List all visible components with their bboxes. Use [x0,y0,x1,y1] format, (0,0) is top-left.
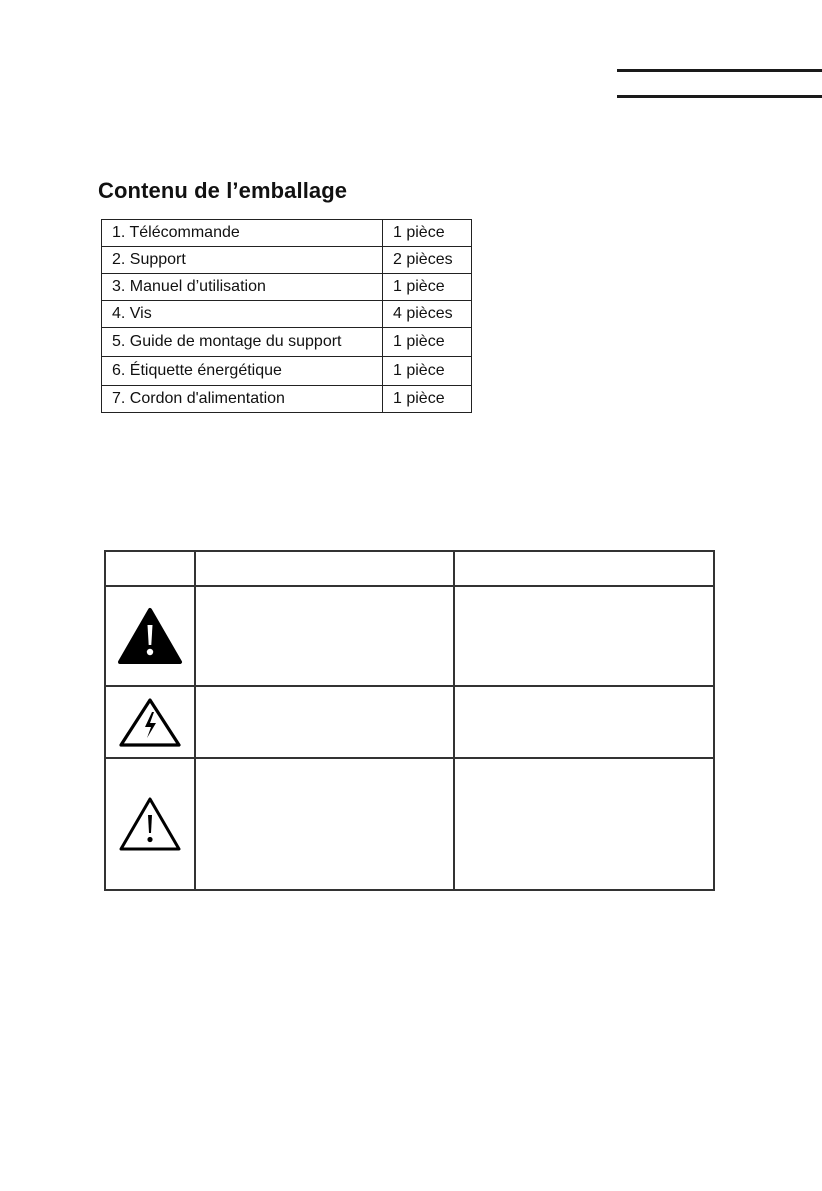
table-row [102,357,472,386]
table-row [105,586,714,686]
symbol-description-cell [454,758,714,890]
table-row [102,301,472,328]
package-contents-table [101,219,472,413]
header-rule-bottom [617,95,822,98]
section-title: Contenu de l’emballage [98,178,348,203]
symbol-description-cell [454,586,714,686]
symbol-title-cell [195,758,454,890]
symbol-title-cell [195,586,454,686]
item-name: 5. Guide de montage du support [102,328,383,357]
electric-shock-triangle-icon [117,696,183,748]
table-row [102,220,472,247]
item-name: 4. Vis [102,301,383,328]
item-name: 2. Support [102,247,383,274]
item-quantity: 4 pièces [383,301,472,328]
table-row [102,386,472,413]
header-cell-symbol [105,551,195,586]
caution-outline-triangle-icon [117,795,183,853]
symbol-title-cell [195,686,454,758]
table-row [102,274,472,301]
item-name: 7. Cordon d'alimentation [102,386,383,413]
item-quantity: 1 pièce [383,220,472,247]
item-quantity: 1 pièce [383,357,472,386]
item-quantity: 1 pièce [383,386,472,413]
symbol-description-cell [454,686,714,758]
safety-symbols-table [104,550,715,891]
warning-filled-triangle-icon [117,607,183,665]
symbol-cell [105,586,195,686]
table-row [102,328,472,357]
symbol-cell [105,758,195,890]
item-name: 1. Télécommande [102,220,383,247]
table-row [105,758,714,890]
table-header-row [105,551,714,586]
header-cell-description [454,551,714,586]
item-quantity: 2 pièces [383,247,472,274]
header-rule-top [617,69,822,72]
item-name: 6. Étiquette énergétique [102,357,383,386]
item-quantity: 1 pièce [383,274,472,301]
table-row [105,686,714,758]
item-quantity: 1 pièce [383,328,472,357]
symbol-cell [105,686,195,758]
table-row [102,247,472,274]
header-cell-title [195,551,454,586]
item-name: 3. Manuel d’utilisation [102,274,383,301]
